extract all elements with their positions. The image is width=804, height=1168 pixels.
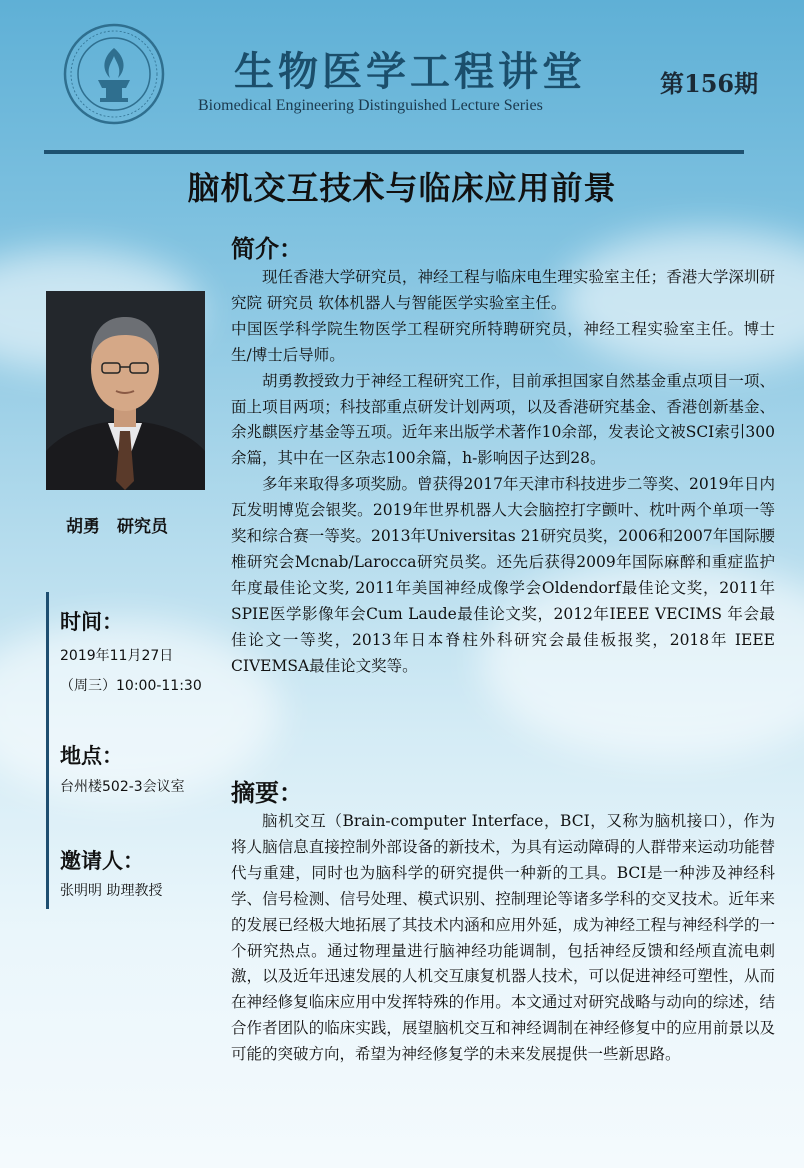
bio-heading: 简介： xyxy=(231,234,303,263)
bio-paragraph: 多年来取得多项奖励。曾获得2017年天津市科技进步二等奖、2019年日内瓦发明博览会银奖。2019年世界机器人大会脑控打字颤叶、枕叶两个单项一等奖和综合赛一等奖。2013年Universitas 21研究员奖，2006和2007年国际腰椎研究会Mcnab/Larocca研究员奖。还先后获得2009年国际麻醉和重症监护年度最佳论文奖, 2011年美国神经成像学会Oldendorf最佳论文奖，2011年SPIE医学影像年会Cum Laude最佳论文奖，2012年IEEE VECIMS 年会最佳论文一等奖，2013年日本脊柱外科研究会最佳板报奖，2018年 IEEE CIVEMSA最佳论文奖等。 xyxy=(231,475,775,675)
place-value: 台州楼502-3会议室 xyxy=(60,779,185,795)
series-subtitle: Biomedical Engineering Distinguished Lecture Series xyxy=(198,97,543,114)
bio-paragraph: 胡勇教授致力于神经工程研究工作，目前承担国家自然基金重点项目一项、面上项目两项；科技部重点研发计划两项，以及香港研究基金、香港创新基金、余兆麒医疗基金等五项。近年来出版学术著作10余部，发表论文被SCI索引300余篇，其中在一区杂志100余篇，h-影响因子达到28。 xyxy=(231,371,775,468)
speaker-portrait-icon xyxy=(46,291,205,490)
host-value: 张明明 助理教授 xyxy=(60,883,163,899)
bio-paragraph: 中国医学科学院生物医学工程研究所特聘研究员，神经工程实验室主任。博士生/博士后导师。 xyxy=(231,319,775,364)
sidebar-divider xyxy=(46,592,49,909)
time-hours: （周三）10:00-11:30 xyxy=(60,678,202,694)
university-seal-icon xyxy=(62,22,166,126)
issue-number: 第156期 xyxy=(660,69,759,98)
bio-text xyxy=(231,265,775,680)
speaker-name: 胡勇 研究员 xyxy=(66,517,168,537)
bio-paragraph: 现任香港大学研究员，神经工程与临床电生理实验室主任；香港大学深圳研究院 研究员 软体机器人与智能医学实验室主任。 xyxy=(231,268,775,312)
time-label: 时间： xyxy=(60,609,123,634)
abstract-heading: 摘要： xyxy=(231,778,303,807)
abstract-paragraph: 脑机交互（Brain-computer Interface，BCI，又称为脑机接口），作为将人脑信息直接控制外部设备的新技术，为具有运动障碍的人群带来运动功能替代与重建，同时也为脑科学的研究提供一种新的工具。BCI是一种涉及神经科学、信号检测、信号处理、模式识别、控制理论等诸多学科的交叉技术。近年来的发展已经极大地拓展了其技术内涵和应用外延，成为神经工程与神经科学的一个研究热点。通过物理量进行脑神经功能调制，包括神经反馈和经颅直流电刺激，以及近年迅速发展的人机交互康复机器人技术，可以促进神经可塑性，从而在神经修复临床应用中发挥特殊的作用。本文通过对研究战略与动向的综述，结合作者团队的临床实践，展望脑机交互和神经调制在神经修复中的应用前景以及可能的突破方向，希望为神经修复学的未来发展提供一些新思路。 xyxy=(231,812,775,1064)
speaker-photo xyxy=(46,291,205,490)
header-divider xyxy=(44,150,744,154)
talk-title: 脑机交互技术与临床应用前景 xyxy=(187,169,617,207)
series-title: 生物医学工程讲堂 xyxy=(234,48,586,95)
time-date: 2019年11月27日 xyxy=(60,648,174,664)
host-label: 邀请人： xyxy=(60,848,144,873)
abstract-text xyxy=(231,809,775,1068)
place-label: 地点： xyxy=(60,743,123,768)
